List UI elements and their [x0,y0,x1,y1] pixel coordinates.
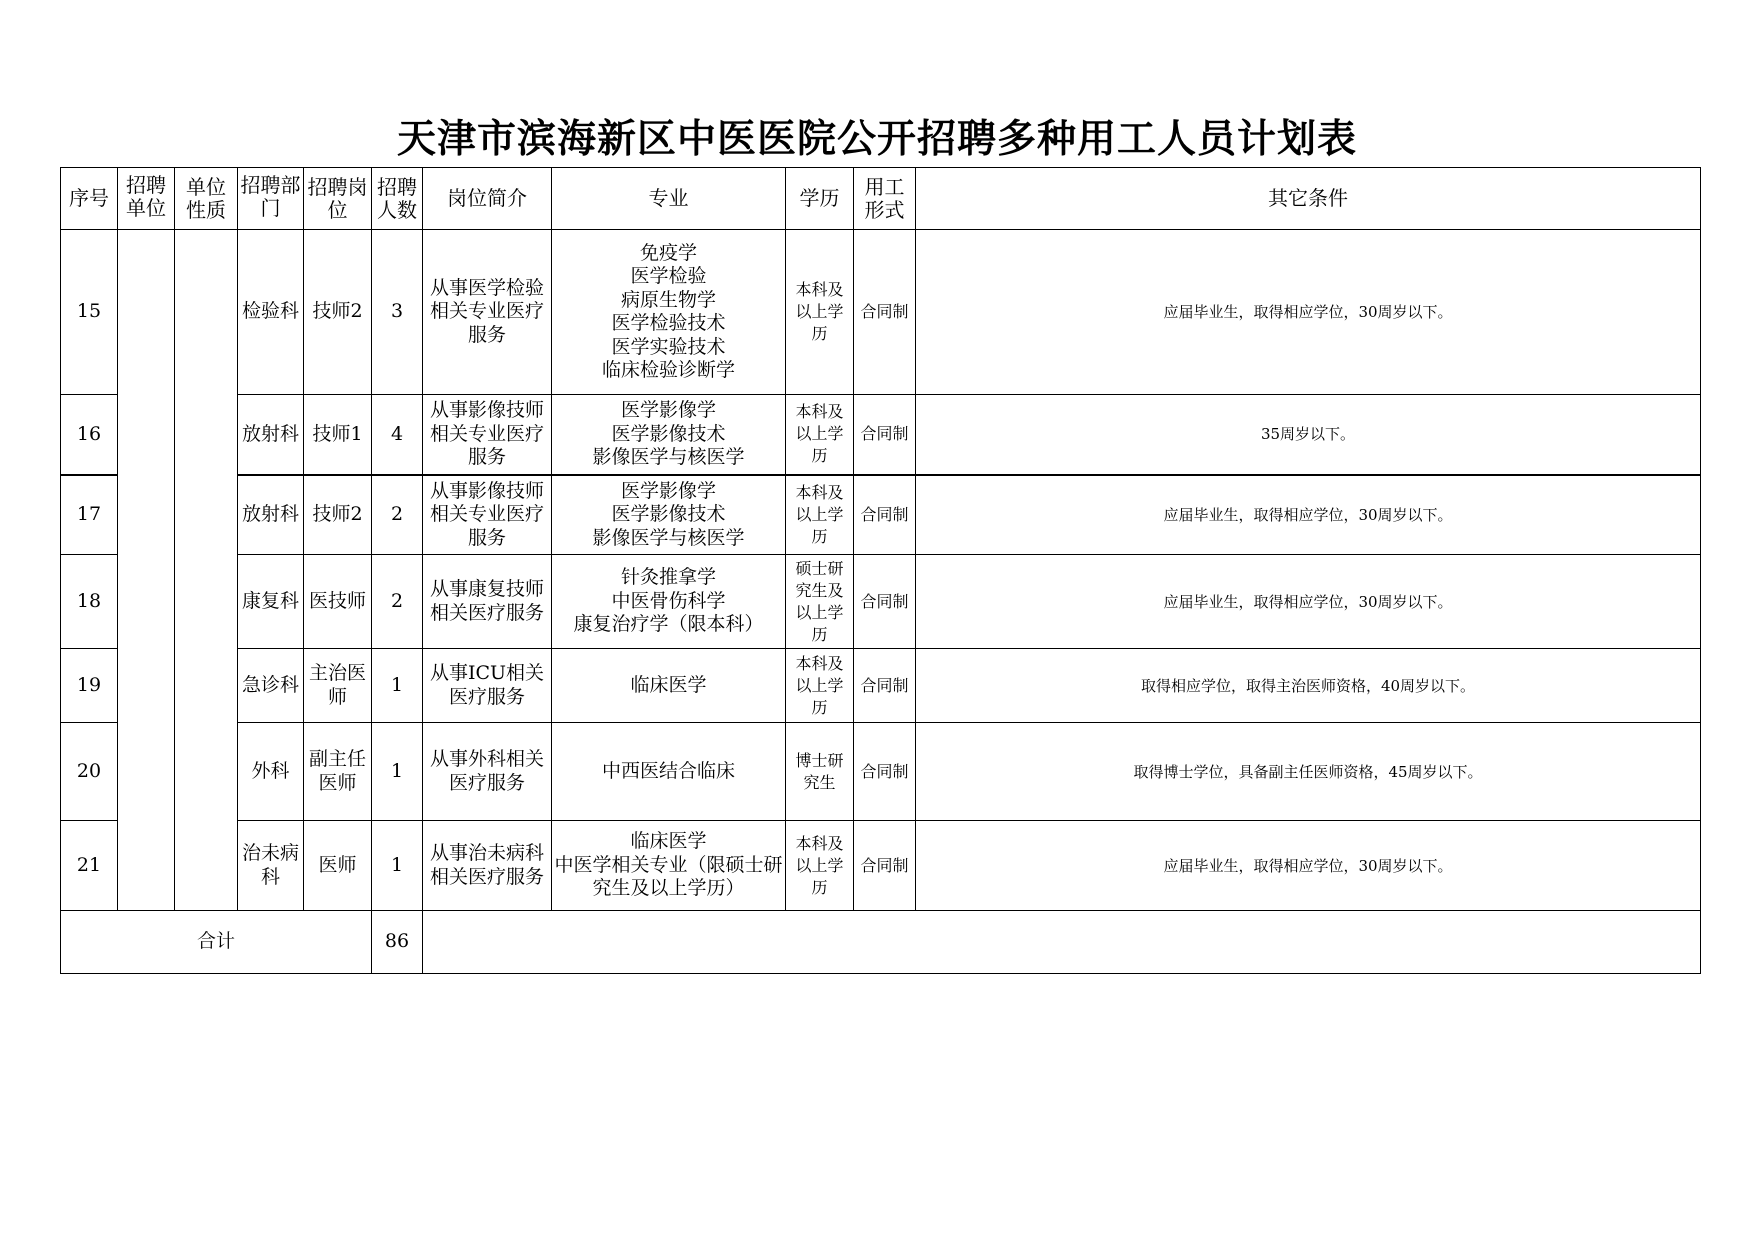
total-blank [423,911,1701,974]
table-row [61,395,1701,475]
cell-dept: 外科 [238,723,304,821]
total-row [61,911,1701,974]
major-line: 中医骨伤科学 [611,589,726,612]
cell-employ: 合同制 [854,475,916,555]
cell-other: 取得相应学位，取得主治医师资格，40周岁以下。 [916,649,1701,723]
major-line: 医学影像技术 [611,503,726,525]
cell-post: 技师1 [304,395,372,475]
header-unit: 招聘单位 [118,168,175,230]
cell-other: 应届毕业生，取得相应学位，30周岁以下。 [916,821,1701,911]
major-line: 康复治疗学（限本科） [573,613,764,636]
cell-edu: 本科及以上学历 [786,475,854,555]
cell-major [552,395,786,475]
header-count: 招聘人数 [372,168,423,230]
cell-dept: 急诊科 [238,649,304,723]
major-line: 免疫学 [639,241,697,264]
cell-major [552,555,786,649]
cell-dept: 放射科 [238,395,304,475]
cell-seq: 20 [61,723,118,821]
cell-intro: 从事外科相关医疗服务 [423,723,552,821]
cell-employ: 合同制 [854,723,916,821]
cell-employ: 合同制 [854,395,916,475]
cell-count: 2 [372,555,423,649]
major-line: 医学实验技术 [611,335,726,358]
table-row [61,649,1701,723]
major-line: 针灸推拿学 [620,566,716,589]
cell-intro: 从事医学检验相关专业医疗服务 [423,230,552,395]
page-title: 天津市滨海新区中医医院公开招聘多种用工人员计划表 [396,117,1357,162]
cell-other: 应届毕业生，取得相应学位，30周岁以下。 [916,475,1701,555]
cell-edu: 博士研究生 [786,723,854,821]
table-row [61,723,1701,821]
cell-dept: 检验科 [238,230,304,395]
header-seq: 序号 [61,168,118,230]
cell-other: 应届毕业生，取得相应学位，30周岁以下。 [916,555,1701,649]
cell-other: 35周岁以下。 [916,395,1701,475]
major-line: 医学影像学 [620,399,716,421]
table-header-row [61,168,1701,230]
cell-intro: 从事ICU相关医疗服务 [423,649,552,723]
cell-intro: 从事影像技师相关专业医疗服务 [423,475,552,555]
table-row [61,230,1701,395]
recruitment-plan-table [60,167,1701,974]
header-nature: 单位性质 [175,168,238,230]
cell-other: 取得博士学位，具备副主任医师资格，45周岁以下。 [916,723,1701,821]
major-line: 中医学相关专业（限硕士研究生及以上学历） [554,853,783,900]
major-line: 医学影像学 [620,479,716,502]
cell-edu: 本科及以上学历 [786,395,854,475]
cell-dept: 治未病科 [238,821,304,911]
cell-count: 3 [372,230,423,395]
cell-major [552,821,786,911]
cell-dept: 康复科 [238,555,304,649]
cell-post: 主治医师 [304,649,372,723]
cell-dept: 放射科 [238,475,304,555]
major-line: 影像医学与核医学 [592,526,745,549]
cell-count: 2 [372,475,423,555]
cell-count: 1 [372,821,423,911]
cell-intro: 从事康复技师相关医疗服务 [423,555,552,649]
cell-intro: 从事影像技师相关专业医疗服务 [423,395,552,475]
major-line: 医学检验技术 [611,312,726,334]
cell-employ: 合同制 [854,821,916,911]
cell-post: 医师 [304,821,372,911]
major-line: 临床医学 [630,830,707,853]
header-dept: 招聘部门 [238,168,304,230]
header-employ: 用工形式 [854,168,916,230]
major-line: 病原生物学 [620,288,716,311]
major-line: 影像医学与核医学 [592,446,745,468]
table-row [61,821,1701,911]
table-row [61,475,1701,555]
cell-post: 技师2 [304,475,372,555]
cell-other: 应届毕业生，取得相应学位，30周岁以下。 [916,230,1701,395]
total-count: 86 [372,911,423,974]
header-intro: 岗位简介 [423,168,552,230]
cell-employ: 合同制 [854,555,916,649]
cell-seq: 19 [61,649,118,723]
table-row [61,555,1701,649]
major-line: 医学影像技术 [611,422,726,445]
cell-seq: 17 [61,475,118,555]
cell-seq: 21 [61,821,118,911]
cell-seq: 16 [61,395,118,475]
major-line: 临床检验诊断学 [601,359,735,381]
cell-count: 1 [372,649,423,723]
cell-count: 4 [372,395,423,475]
cell-intro: 从事治未病科相关医疗服务 [423,821,552,911]
cell-employ: 合同制 [854,230,916,395]
header-post: 招聘岗位 [304,168,372,230]
cell-seq: 18 [61,555,118,649]
total-label: 合计 [61,911,372,974]
cell-seq: 15 [61,230,118,395]
cell-count: 1 [372,723,423,821]
cell-major [552,230,786,395]
cell-employ: 合同制 [854,649,916,723]
cell-nature [175,230,238,911]
cell-unit [118,230,175,911]
major-line: 临床医学 [630,673,707,696]
header-other: 其它条件 [916,168,1701,230]
cell-major [552,723,786,821]
cell-edu: 硕士研究生及以上学历 [786,555,854,649]
header-edu: 学历 [786,168,854,230]
cell-major [552,475,786,555]
header-major: 专业 [552,168,786,230]
major-line: 医学检验 [630,265,707,287]
cell-post: 技师2 [304,230,372,395]
cell-post: 医技师 [304,555,372,649]
cell-edu: 本科及以上学历 [786,821,854,911]
cell-post: 副主任医师 [304,723,372,821]
cell-edu: 本科及以上学历 [786,649,854,723]
cell-edu: 本科及以上学历 [786,230,854,395]
cell-major [552,649,786,723]
major-line: 中西医结合临床 [601,759,735,782]
